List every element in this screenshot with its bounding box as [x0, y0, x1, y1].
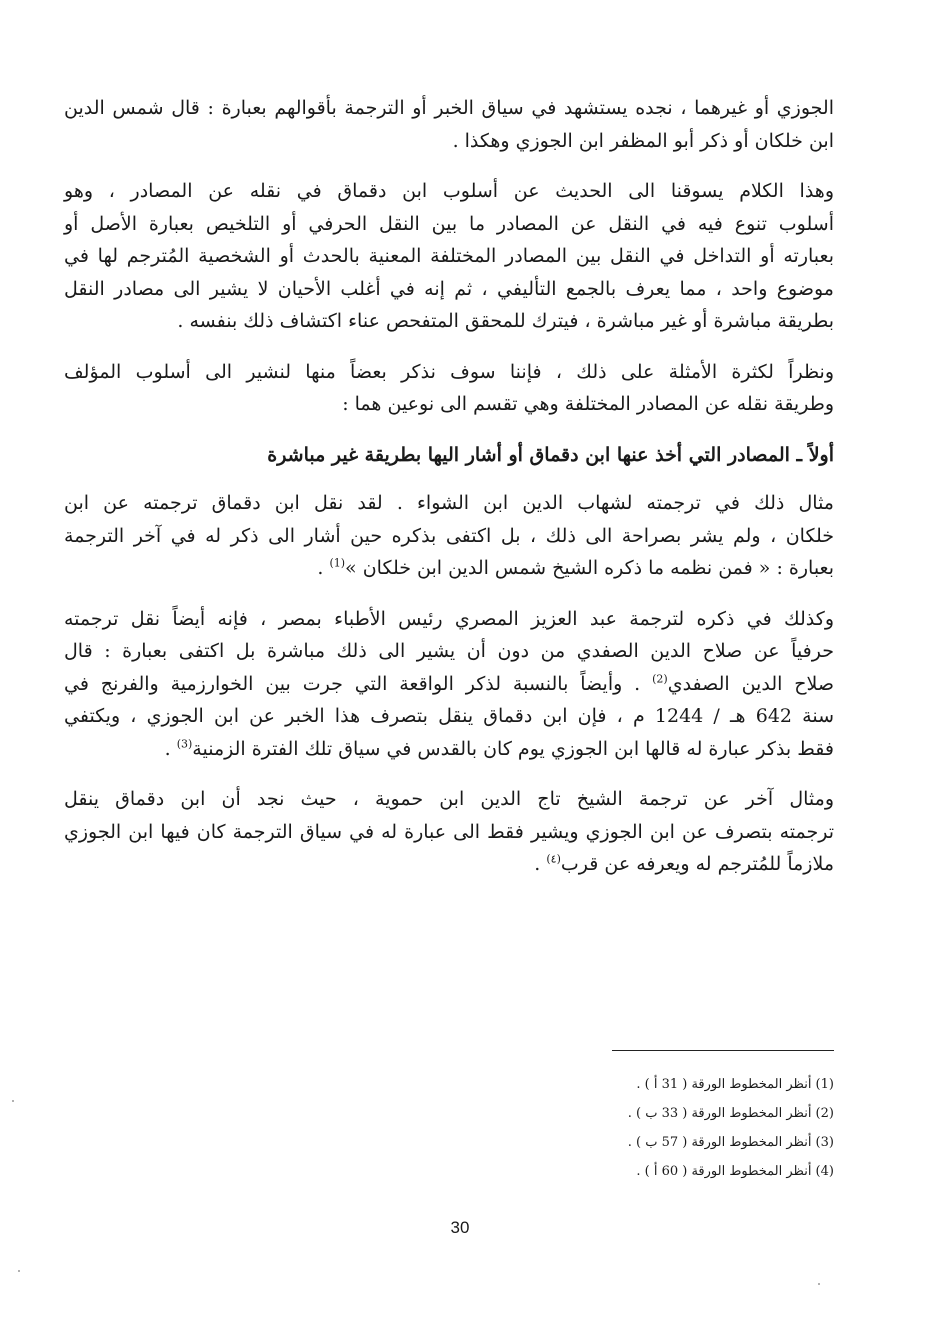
text-segment: بعبارة : « فمن نظمه ما ذكره الشيخ شمس الدين ابن خلكان » [345, 557, 834, 579]
text-line: موضوع واحد ، مما يعرف بالجمع التأليفي ، ثم إنه في أغلب الأحيان لا يشير الى مصادر النقل [64, 277, 834, 300]
text-segment: فقط بذكر عبارة له قالها ابن الجوزي يوم كان بالقدس في سياق تلك الفترة الزمنية [192, 737, 834, 760]
footnote-divider [612, 1050, 834, 1051]
paragraph-6 [64, 783, 834, 881]
paragraph-3 [64, 356, 834, 421]
paragraph-4 [64, 487, 834, 585]
text-line: ترجمته بتصرف عن ابن الجوزي ويشير فقط الى عبارة له في سياق الترجمة كان فيها ابن الجوزي [64, 820, 834, 843]
text-line: سنة 642 هـ / 1244 م ، فإن ابن دقماق ينقل بتصرف هذا الخبر عن ابن الجوزي ، ويكتفي [64, 705, 835, 727]
text-line: حرفياً عن صلاح الدين الصفدي من دون أن يشير الى ذلك مباشرة بل اكتفى بعبارة : قال [64, 640, 834, 662]
text-line [64, 733, 834, 766]
text-line [64, 848, 834, 881]
footnote-ref: (3) [176, 737, 193, 751]
footnote-item: (3) أنظر المخطوط الورقة ( 57 ب ) . [627, 1135, 834, 1150]
text-line: وكذلك في ذكره لترجمة عبد العزيز المصري رئيس الأطباء بمصر ، فإنه أيضاً نقل ترجمته [64, 607, 834, 630]
text-segment: صلاح الدين الصفدي [667, 672, 835, 695]
footnote-item: (2) أنظر المخطوط الورقة ( 33 ب ) . [627, 1106, 834, 1121]
text-line: أسلوب تنوع فيه في النقل عن المصادر ما بين النقل الحرفي أو التلخيص بعبارة الأصل أو [64, 212, 834, 235]
text-line [64, 552, 834, 585]
footnote-ref: (1) [329, 556, 346, 570]
text-segment: . [534, 853, 547, 875]
text-line: ابن خلكان أو ذكر أبو المظفر ابن الجوزي وهكذا . [452, 129, 834, 152]
paragraph-5 [64, 603, 834, 766]
main-text [64, 92, 834, 899]
text-line: مثال ذلك في ترجمته لشهاب الدين ابن الشواء . لقد نقل ابن دقماق ترجمته عن ابن [64, 492, 834, 514]
scan-speck [12, 1100, 14, 1102]
text-line: الجوزي أو غيرهما ، نجده يستشهد في سياق الخبر أو الترجمة بأقوالهم بعبارة : قال شمس الدين [64, 97, 834, 119]
text-line: ونظراً لكثرة الأمثلة على ذلك ، فإننا سوف نذكر بعضاً منها لنشير الى أسلوب المؤلف [64, 360, 834, 383]
text-segment: . [317, 557, 330, 579]
footnote-ref: (٤) [546, 852, 561, 866]
text-line: خلكان ، ولم يشر بصراحة الى ذلك ، بل اكتفى بذكره حين أشار الى ذكر له في آخر الترجمة [64, 524, 834, 547]
text-segment: . [164, 737, 177, 760]
footnote-item: (1) أنظر المخطوط الورقة ( 31 أ ) . [636, 1077, 834, 1092]
text-line: بعبارته أو التداخل في النقل بين المصادر المختلفة المعنية بالحدث أو الشخصية المُترجم لها في [64, 245, 834, 267]
text-line: بطريقة مباشرة أو غير مباشرة ، فيترك للمحقق المتفحص عناء اكتشاف ذلك بنفسه . [177, 310, 834, 332]
page-number: 30 [450, 1218, 470, 1237]
paragraph-1 [64, 92, 834, 157]
footnote-ref: (2) [652, 672, 668, 686]
scan-speck [818, 1283, 820, 1285]
footnote-item: (4) أنظر المخطوط الورقة ( 60 أ ) . [636, 1164, 834, 1179]
scan-speck [18, 1270, 20, 1272]
footnotes [400, 1070, 834, 1186]
text-line: ومثال آخر عن ترجمة الشيخ تاج الدين ابن حموية ، حيث نجد أن ابن دقماق ينقل [64, 788, 834, 810]
text-segment: . وأيضاً بالنسبة لذكر الواقعة التي جرت بين الخوارزمية والفرنج في [64, 672, 653, 695]
text-line: وهذا الكلام يسوقنا الى الحديث عن أسلوب ابن دقماق في نقله عن المصادر ، وهو [64, 180, 834, 202]
paragraph-2 [64, 175, 834, 338]
text-segment: ملازماً للمُترجم له ويعرفه عن قرب [560, 853, 834, 875]
section-heading: أولاً ـ المصادر التي أخذ عنها ابن دقماق أو أشار اليها بطريقة غير مباشرة [267, 443, 834, 466]
text-line [64, 668, 834, 701]
text-line: وطريقة نقله عن المصادر المختلفة وهي تقسم الى نوعين هما : [342, 393, 834, 415]
